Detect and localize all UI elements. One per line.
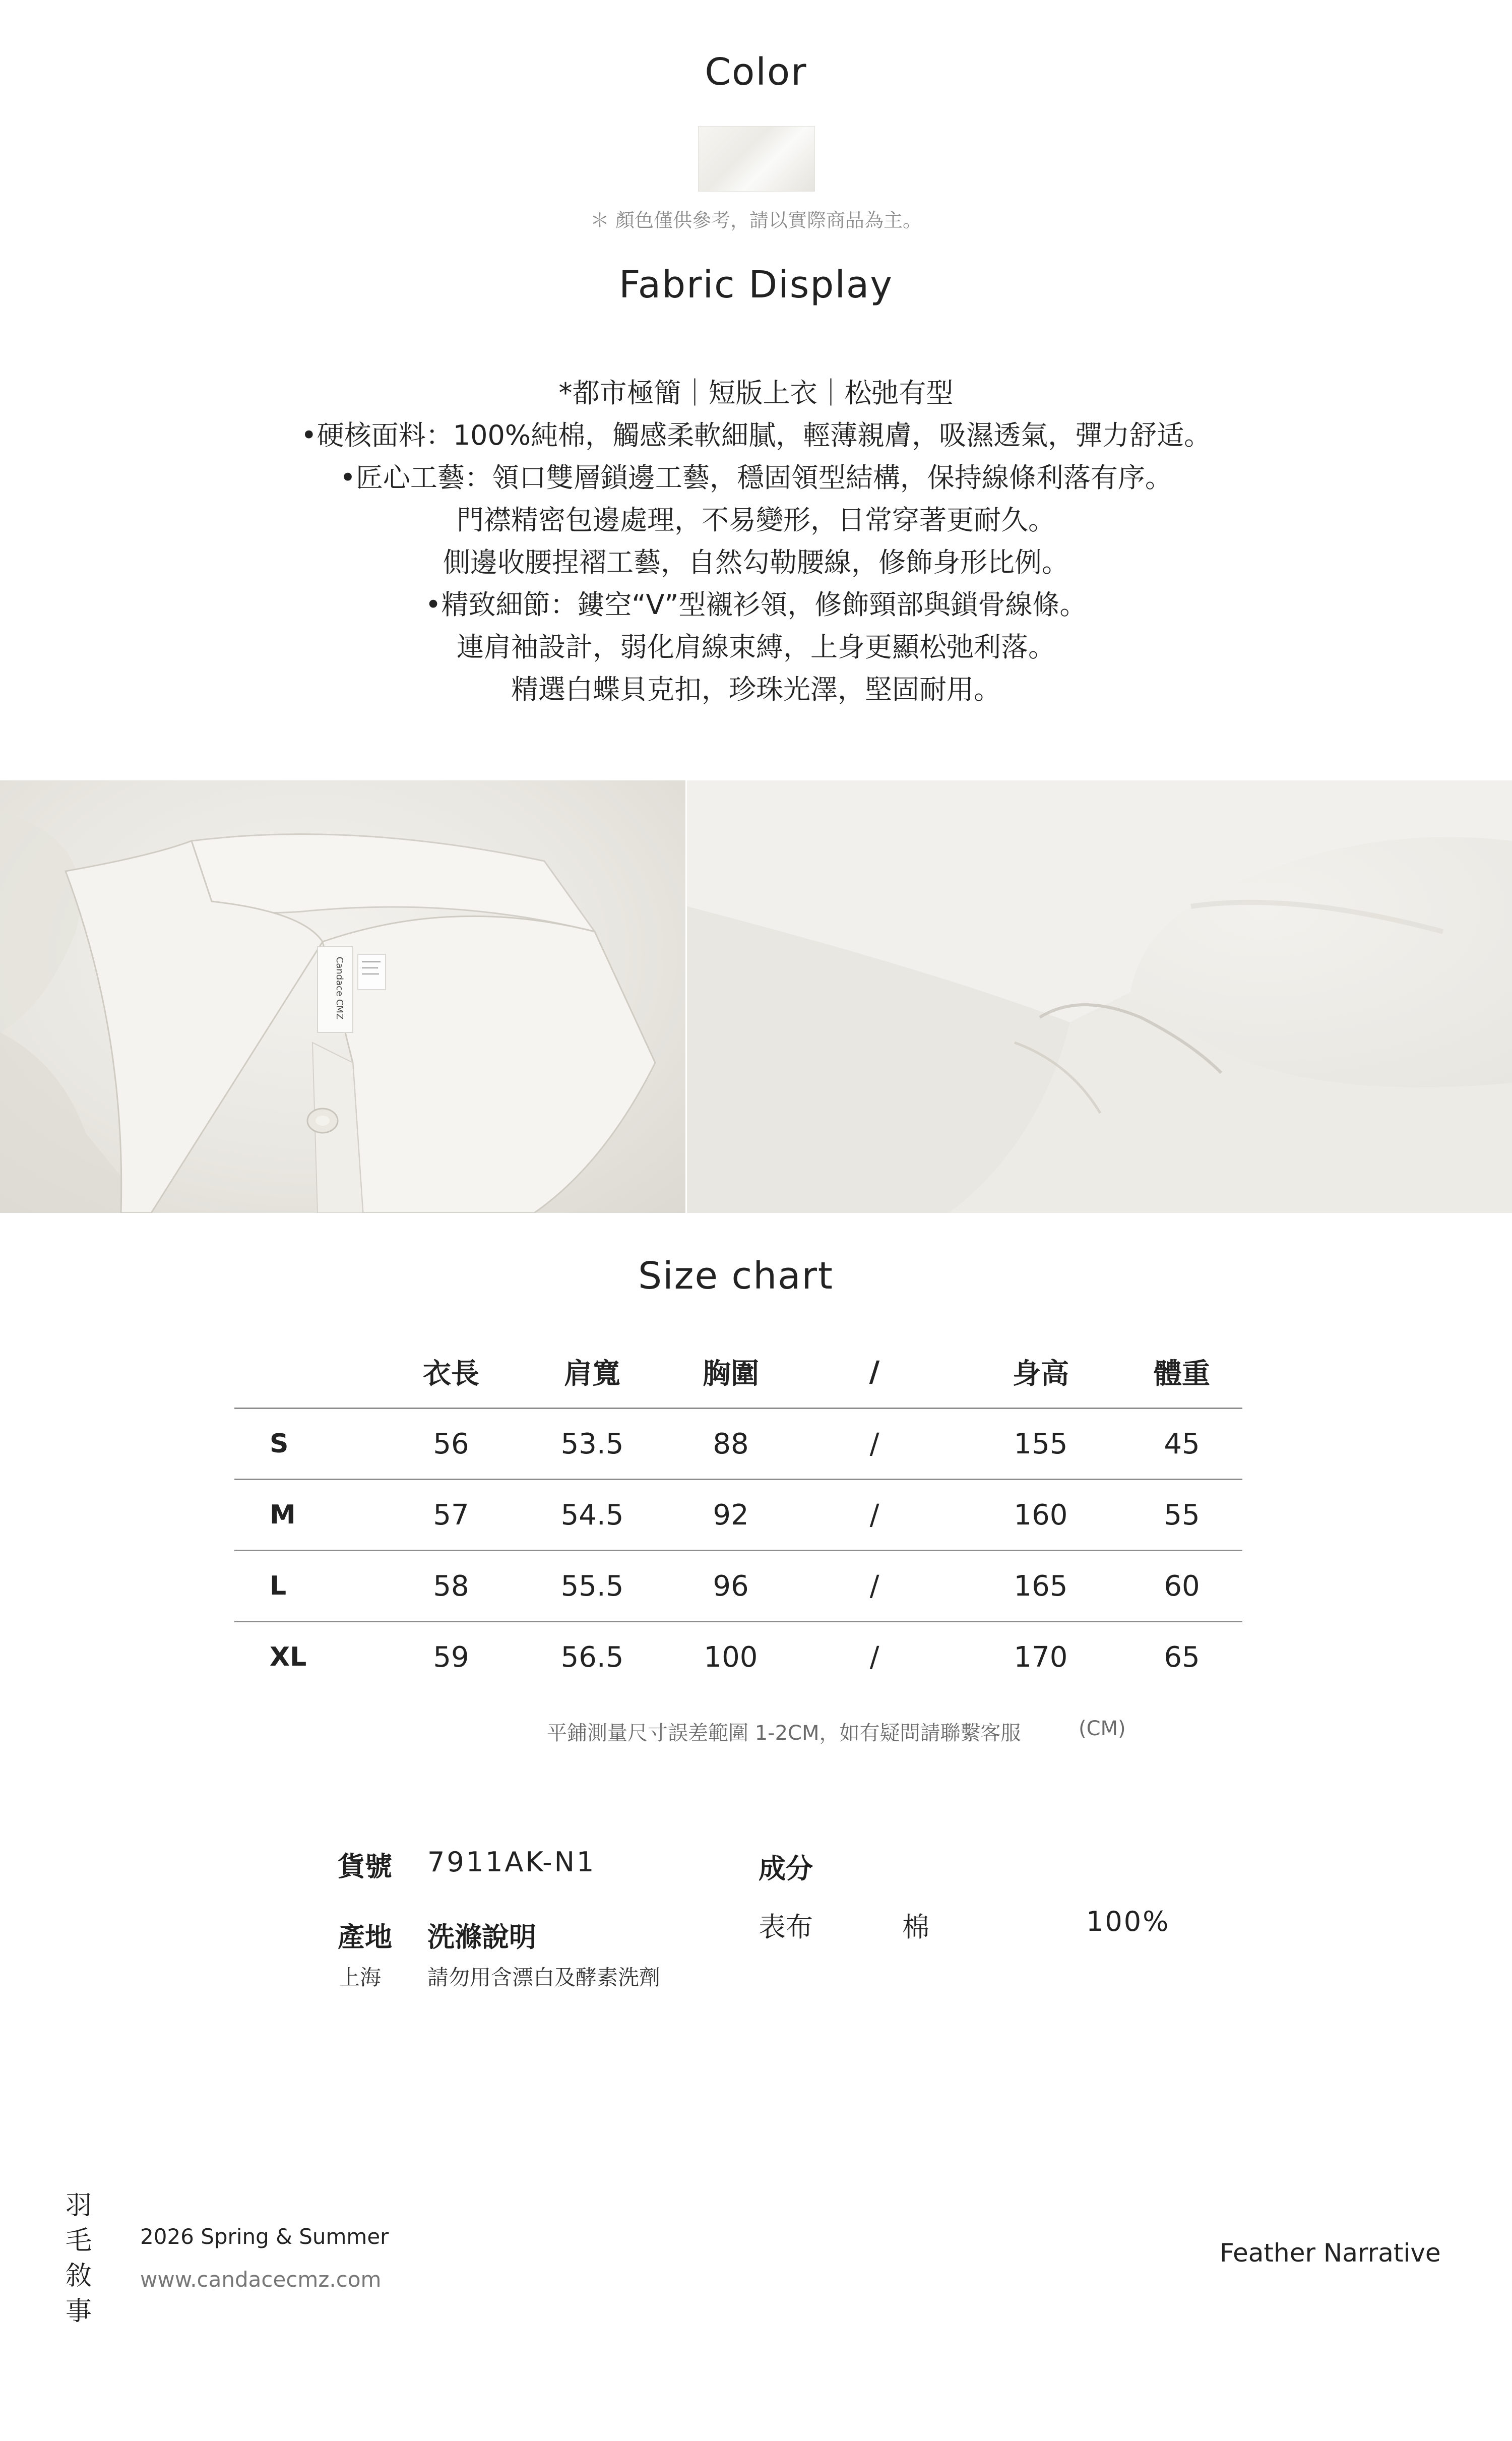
brand-char: 羽 xyxy=(65,2190,92,2221)
brand-tagline: Feather Narrative xyxy=(1220,2238,1441,2268)
header-shoulder: 肩寬 xyxy=(564,1358,620,1390)
table-cell: 170 xyxy=(1014,1640,1068,1674)
table-cell: 56.5 xyxy=(560,1640,624,1674)
table-cell: 55.5 xyxy=(560,1569,624,1603)
table-cell: 60 xyxy=(1164,1569,1200,1603)
desc-line: •匠心工藝：領口雙層鎖邊工藝，穩固領型結構，保持線條利落有序。 xyxy=(340,462,1172,494)
measurement-note: 平鋪測量尺寸誤差範圍 1-2CM，如有疑問請聯繫客服 xyxy=(547,1722,1021,1745)
collar-illustration xyxy=(0,780,685,1213)
wash-value: 請勿用含漂白及酵素洗劑 xyxy=(427,1965,661,1990)
table-cell: 56 xyxy=(433,1427,469,1460)
collar-detail-photo xyxy=(0,780,685,1213)
header-divider: / xyxy=(869,1355,880,1388)
composition-part: 表布 xyxy=(759,1911,813,1943)
brand-label: Candace CMZ xyxy=(334,956,345,1020)
header-chest: 胸圍 xyxy=(703,1358,759,1390)
table-cell: 92 xyxy=(713,1498,749,1532)
composition-label: 成分 xyxy=(759,1853,813,1884)
table-cell: 59 xyxy=(433,1640,469,1674)
size-label: S xyxy=(270,1429,289,1459)
table-row xyxy=(234,1408,1242,1479)
header-length: 衣長 xyxy=(423,1358,479,1390)
color-swatch[interactable] xyxy=(698,126,815,192)
table-cell: / xyxy=(869,1640,879,1674)
table-cell: 58 xyxy=(433,1569,469,1603)
table-cell: / xyxy=(869,1569,879,1603)
size-label: XL xyxy=(270,1642,307,1672)
table-header xyxy=(234,1336,1242,1408)
brand-char: 敘 xyxy=(65,2261,92,2291)
wash-label: 洗滌說明 xyxy=(427,1921,536,1953)
fabric-title: Fabric Display xyxy=(618,263,894,307)
brand-char: 事 xyxy=(65,2296,92,2327)
table-row xyxy=(234,1550,1242,1621)
composition-percent: 100% xyxy=(1086,1906,1170,1937)
origin-value: 上海 xyxy=(339,1965,382,1990)
size-label: M xyxy=(270,1500,296,1530)
desc-line: 精選白蝶貝克扣，珍珠光澤，堅固耐用。 xyxy=(511,674,1001,705)
table-cell: 88 xyxy=(713,1427,749,1460)
unit-label: (CM) xyxy=(1079,1717,1126,1740)
website-link[interactable]: www.candacecmz.com xyxy=(140,2267,382,2292)
table-row xyxy=(234,1621,1242,1692)
waist-detail-photo xyxy=(687,780,1512,1213)
waist-illustration xyxy=(687,780,1512,1213)
table-cell: 96 xyxy=(713,1569,749,1603)
origin-label: 產地 xyxy=(338,1921,392,1953)
header-weight: 體重 xyxy=(1154,1358,1210,1390)
desc-line: •硬核面料：100%純棉，觸感柔軟細膩，輕薄親膚，吸濕透氣，彈力舒适。 xyxy=(300,419,1212,451)
table-cell: 54.5 xyxy=(560,1498,624,1532)
table-cell: 55 xyxy=(1164,1498,1200,1532)
brand-char: 毛 xyxy=(65,2226,92,2256)
size-label: L xyxy=(270,1571,287,1601)
brand-vertical-name xyxy=(62,2188,95,2329)
table-cell: 160 xyxy=(1014,1498,1068,1532)
table-cell: 155 xyxy=(1014,1427,1068,1460)
item-no-label: 貨號 xyxy=(338,1851,392,1882)
item-no-value: 7911AK-N1 xyxy=(427,1846,596,1878)
size-table xyxy=(234,1336,1242,1692)
fabric-description xyxy=(0,372,1512,711)
desc-line: 連肩袖設計，弱化肩線束縛，上身更顯松弛利落。 xyxy=(457,631,1055,663)
desc-line: 門襟精密包邊處理，不易變形，日常穿著更耐久。 xyxy=(457,504,1055,536)
color-title: Color xyxy=(705,50,807,94)
table-cell: / xyxy=(869,1498,879,1532)
desc-line: 側邊收腰捏褶工藝，自然勾勒腰線，修飾身形比例。 xyxy=(443,546,1069,578)
table-cell: 100 xyxy=(704,1640,758,1674)
table-cell: 53.5 xyxy=(560,1427,624,1460)
desc-line: *都市極簡｜短版上衣｜松弛有型 xyxy=(558,377,954,409)
table-row xyxy=(234,1479,1242,1550)
table-cell: / xyxy=(869,1427,879,1460)
composition-material: 棉 xyxy=(902,1911,929,1943)
table-cell: 57 xyxy=(433,1498,469,1532)
header-height: 身高 xyxy=(1013,1358,1069,1390)
table-cell: 45 xyxy=(1164,1427,1200,1460)
desc-line: •精致細節：鏤空“V”型襯衫領，修飾頸部與鎖骨線條。 xyxy=(425,589,1087,621)
season-text: 2026 Spring & Summer xyxy=(140,2224,389,2249)
table-cell: 165 xyxy=(1014,1569,1068,1603)
table-cell: 65 xyxy=(1164,1640,1200,1674)
color-note: ＊ 顏色僅供參考，請以實際商品為主。 xyxy=(590,209,922,231)
size-chart-title: Size chart xyxy=(638,1254,834,1298)
